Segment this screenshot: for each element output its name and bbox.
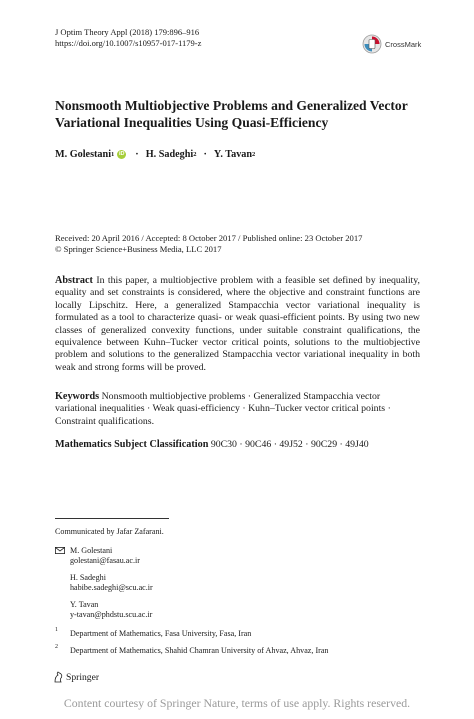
doi-link[interactable]: https://doi.org/10.1007/s10957-017-1179-z	[55, 38, 202, 48]
contact-email[interactable]: golestani@fasau.ac.ir	[70, 556, 140, 566]
contact-name: Y. Tavan	[70, 600, 99, 609]
publisher-logo	[53, 671, 99, 683]
contact-name: H. Sadeghi	[70, 573, 106, 582]
keywords-section	[55, 391, 420, 428]
article-title: Nonsmooth Multiobjective Problems and Generalized Vector Variational Inequalities Using Quasi-Efficiency	[55, 98, 408, 130]
contact-entry	[70, 600, 152, 621]
contact-email[interactable]: habibe.sadeghi@scu.ac.ir	[70, 583, 153, 593]
contact-name: M. Golestani	[70, 546, 113, 555]
author-name[interactable]: M. Golestani	[55, 149, 112, 160]
author-name[interactable]: H. Sadeghi	[145, 149, 194, 160]
orcid-icon[interactable]: iD	[119, 151, 125, 157]
affiliation-text: Department of Mathematics, Fasa University, Fasa, Iran	[70, 629, 252, 638]
crossmark-label: CrossMark	[385, 39, 422, 49]
publication-dates	[55, 233, 362, 255]
envelope-icon	[55, 547, 65, 554]
contact-entry	[70, 573, 153, 594]
communicated-by: Communicated by Jafar Zafarani.	[55, 527, 164, 536]
history-line: Received: 20 April 2016 / Accepted: 8 October 2017 / Published online: 23 October 2017	[55, 233, 363, 243]
author-name[interactable]: Y. Tavan	[213, 149, 253, 160]
author-list: M. Golestani 1 iD · H. Sadeghi 2 · Y. Tavan 2	[55, 149, 256, 160]
author-separator: ·	[135, 149, 139, 160]
copyright-line: © Springer Science+Business Media, LLC 2017	[55, 244, 222, 255]
msc-heading: Mathematics Subject Classification	[55, 439, 209, 450]
affiliation-number: 1	[55, 627, 58, 633]
publisher-name: Springer	[66, 671, 100, 683]
affiliation-text: Department of Mathematics, Shahid Chamran University of Ahvaz, Ahvaz, Iran	[70, 646, 329, 655]
keywords-heading: Keywords	[55, 391, 100, 402]
crossmark-icon	[362, 34, 382, 54]
msc-section	[55, 439, 369, 450]
contact-entry	[70, 546, 140, 567]
abstract-section	[55, 275, 420, 374]
abstract-text: In this paper, a multiobjective problem with a feasible set defined by inequality, equality and set constraints is considered, where the objective and constraint functions are locally Lipschitz. Here, a generalized Stampacchia vector variational inequality is formulated as a tool to characterize quasi- or weak quasi-efficient points. By using two new classes of generalized convexity functions, under suitable constraint qualifications, the equivalence between Kuhn–Tucker vector critical points, solutions to the multiobjective problem and solutions to the generalized Stampacchia vector variational inequality in both weak and strong forms will be proved.	[55, 275, 420, 373]
author-separator: ·	[203, 149, 207, 160]
crossmark-badge[interactable]	[362, 34, 421, 54]
contact-email[interactable]: y-tavan@phdstu.scu.ac.ir	[70, 610, 153, 620]
footnote-divider	[55, 518, 169, 519]
keywords-text: Nonsmooth multiobjective problems · Generalized Stampacchia vector variational inequalities · Weak quasi-efficiency · Kuhn–Tucker vector critical points · Constraint qualifications.	[55, 391, 391, 427]
msc-codes: 90C30 · 90C46 · 49J52 · 90C29 · 49J40	[210, 439, 369, 450]
copyright-notice-bar: Content courtesy of Springer Nature, terms of use apply. Rights reserved.	[0, 694, 474, 719]
abstract-heading: Abstract	[55, 275, 93, 286]
affiliation-number: 2	[55, 644, 58, 650]
journal-citation: J Optim Theory Appl (2018) 179:896–916	[55, 27, 200, 37]
journal-header	[55, 27, 201, 49]
springer-horse-icon	[53, 671, 64, 683]
